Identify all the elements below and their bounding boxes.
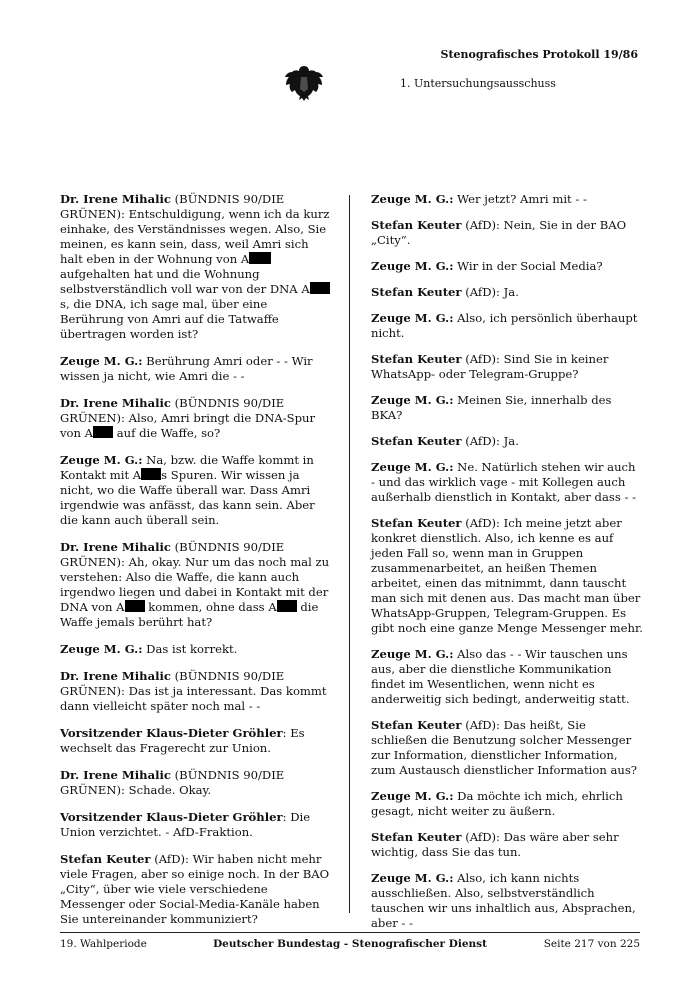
statement-text: Nein, Sie in der BAO „City“. [371,218,627,247]
speaker-name: Stefan Keuter [371,218,462,232]
speaker-name: Stefan Keuter [60,852,151,866]
speaker-name: Dr. Irene Mihalic [60,396,171,410]
statement-text: die Waffe jemals berührt hat? [60,600,319,629]
statement [60,642,330,657]
footer-period: 19. Wahlperiode [60,938,147,950]
statement [60,852,330,927]
statement [60,810,330,840]
statement-text: Ah, okay. Nur um das noch mal zu verstehen: Also die Waffe, die kann auch irgendwo liegen und dabei in Kontakt mit der DNA von A [60,555,330,614]
redaction-box [93,426,113,438]
party: (BÜNDNIS 90/DIE GRÜNEN): [60,540,285,569]
speaker-name: Stefan Keuter [371,830,462,844]
statement [60,192,330,342]
party: (BÜNDNIS 90/DIE GRÜNEN): [60,768,285,797]
statement-text: Sind Sie in keiner WhatsApp- oder Telegram-Gruppe? [371,352,609,381]
statement [371,352,643,382]
statement-text: : Es wechselt das Fragerecht zur Union. [60,726,305,755]
statement [371,460,643,505]
speaker-name: Vorsitzender Klaus-Dieter Gröhler [60,726,283,740]
statement [371,789,643,819]
speaker-name: Zeuge M. G.: [371,789,454,803]
statement [60,726,330,756]
speaker-name: Stefan Keuter [371,352,462,366]
statement [371,218,643,248]
speaker-name: Vorsitzender Klaus-Dieter Gröhler [60,810,283,824]
statement-text: Wir haben nicht mehr viele Fragen, aber so einige noch. In der BAO „City“, über wie viele verschiedene Messenger oder Social-Media-Kanäle haben Sie untereinander kommuniziert? [60,852,330,926]
speaker-name: Zeuge M. G.: [371,393,454,407]
statement-text: s Spuren. Wir wissen ja nicht, wo die Waffe überall war. Dass Amri irgendwie was anfässt, das kann sein. Aber die kann auch überall sein. [60,468,315,527]
party: (AfD): [461,718,504,732]
statement [60,669,330,714]
statement-text: Das wäre aber sehr wichtig, dass Sie das tun. [371,830,619,859]
speaker-name: Stefan Keuter [371,516,462,530]
speaker-name: Dr. Irene Mihalic [60,192,171,206]
statement [371,311,643,341]
statement-text: Meinen Sie, innerhalb des BKA? [371,393,612,422]
statement-text: s, die DNA, ich sage mal, über eine Berührung von Amri auf die Tatwaffe übertragen worden ist? [60,297,279,341]
column-divider [349,195,350,913]
left-column [60,192,330,939]
statement-text: Wer jetzt? Amri mit - - [453,192,587,206]
speaker-name: Zeuge M. G.: [371,460,454,474]
speaker-name: Stefan Keuter [371,285,462,299]
speaker-name: Zeuge M. G.: [371,259,454,273]
statement-text: Also das - - Wir tauschen uns aus, aber die dienstliche Kommunikation findet im Wesentlichen, wenn nicht es anderweitig sich bedingt, anderweitig statt. [371,647,630,706]
statement-text: Also, ich kann nichts ausschließen. Also, selbstverständlich tauschen wir uns inhaltlich aus, Absprachen, aber - - [371,871,636,930]
statement-text: Ja. [503,434,519,448]
statement-text: Das ist korrekt. [142,642,238,656]
redaction-box [249,252,271,264]
statement-text: Also, ich persönlich überhaupt nicht. [371,311,638,340]
speaker-name: Zeuge M. G.: [60,354,143,368]
statement-text: Ne. Natürlich stehen wir auch - und das wirklich vage - mit Kollegen auch außerhalb dienstlich in Kontakt, aber dass - - [371,460,636,504]
statement-text: Also, Amri bringt die DNA-Spur von A [60,411,316,440]
statement-text: aufgehalten hat und die Wohnung selbstverständlich voll war von der DNA A [60,267,310,296]
statement [371,647,643,707]
footer-publisher: Deutscher Bundestag - Stenografischer Dienst [213,938,487,950]
right-column [371,192,643,942]
speaker-name: Zeuge M. G.: [371,311,454,325]
party: (AfD): [461,285,504,299]
statement [60,354,330,384]
statement [371,192,643,207]
statement [371,830,643,860]
statement-text: kommen, ohne dass A [144,600,277,614]
statement-text: Berührung Amri oder - - Wir wissen ja nicht, wie Amri die - - [60,354,313,383]
speaker-name: Dr. Irene Mihalic [60,768,171,782]
statement [371,393,643,423]
statement-text: Das ist ja interessant. Das kommt dann vielleicht später noch mal - - [60,684,327,713]
statement [371,259,643,274]
statement [60,540,330,630]
speaker-name: Stefan Keuter [371,718,462,732]
speaker-name: Zeuge M. G.: [60,642,143,656]
party: (AfD): [461,218,504,232]
footer-page-number: Seite 217 von 225 [543,938,640,950]
party: (AfD): [150,852,193,866]
statement-text: Da möchte ich mich, ehrlich gesagt, nicht weiter zu äußern. [371,789,623,818]
party: (AfD): [461,352,504,366]
committee-name: 1. Untersuchungsausschuss [400,77,556,90]
redaction-box [310,282,330,294]
statement-text: Ja. [503,285,519,299]
speaker-name: Stefan Keuter [371,434,462,448]
statement-text: Wir in der Social Media? [453,259,603,273]
party: (BÜNDNIS 90/DIE GRÜNEN): [60,192,285,221]
speaker-name: Zeuge M. G.: [371,647,454,661]
statement [371,285,643,300]
statement [371,718,643,778]
redaction-box [141,468,161,480]
speaker-name: Dr. Irene Mihalic [60,540,171,554]
statement-text: Na, bzw. die Waffe kommt in Kontakt mit A [60,453,314,482]
statement-text: Schade. Okay. [128,783,212,797]
statement [60,396,330,441]
statement [60,768,330,798]
bundestag-eagle-icon [283,62,325,104]
redaction-box [125,600,145,612]
protocol-title: Stenografisches Protokoll 19/86 [440,48,638,61]
statement-text: : Die Union verzichtet. - AfD-Fraktion. [60,810,311,839]
statement [371,871,643,931]
statement-text: auf die Waffe, so? [113,426,221,440]
statement-text: Ich meine jetzt aber konkret dienstlich. Also, ich kenne es auf jeden Fall so, wenn man in Gruppen zusammenarbeitet, an heißen Themen arbeitet, einen das mitnimmt, dann tauscht man sich mit denen aus. Das macht man über WhatsApp-Gruppen, Telegram-Gruppen. Es gibt noch eine ganze Menge Messenger mehr. [371,516,643,635]
statement [371,516,643,636]
statement-text: Entschuldigung, wenn ich da kurz einhake, des Verständnisses wegen. Also, Sie meinen, es kann sein, dass, weil Amri sich halt eben in der Wohnung von A [60,207,330,266]
party: (AfD): [461,830,504,844]
speaker-name: Zeuge M. G.: [60,453,143,467]
speaker-name: Zeuge M. G.: [371,871,454,885]
statement [60,453,330,528]
statement-text: Das heißt, Sie schließen die Benutzung solcher Messenger zur Information, dienstlicher Information, zum Austausch dienstlicher Information aus? [371,718,638,777]
party: (BÜNDNIS 90/DIE GRÜNEN): [60,396,285,425]
redaction-box [277,600,297,612]
speaker-name: Dr. Irene Mihalic [60,669,171,683]
speaker-name: Zeuge M. G.: [371,192,454,206]
footer-rule [60,932,640,933]
party: (AfD): [461,516,504,530]
party: (AfD): [461,434,504,448]
party: (BÜNDNIS 90/DIE GRÜNEN): [60,669,285,698]
statement [371,434,643,449]
